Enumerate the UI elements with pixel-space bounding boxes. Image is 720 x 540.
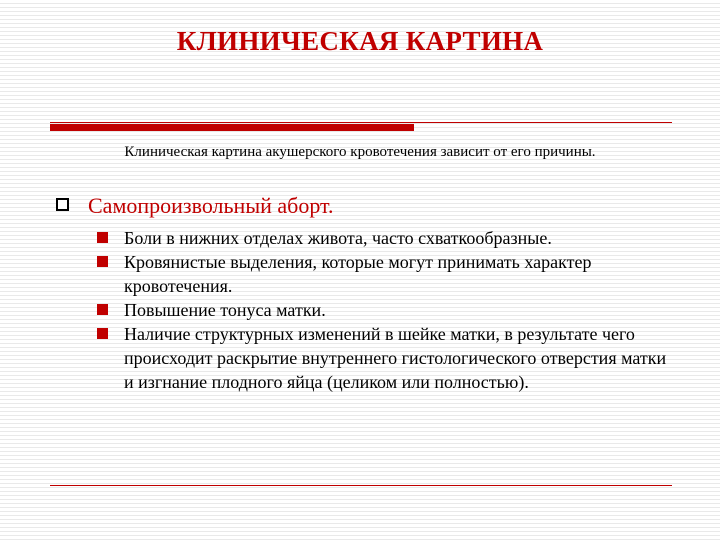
filled-square-bullet-icon (97, 328, 108, 339)
sub-bullet-text: Повышение тонуса матки. (124, 300, 326, 320)
slide-title: КЛИНИЧЕСКАЯ КАРТИНА (176, 26, 544, 56)
filled-square-bullet-icon (97, 304, 108, 315)
sub-bullet-list (97, 226, 677, 394)
title-rule-thick (50, 124, 414, 131)
title-rule-thin (50, 122, 672, 123)
sub-bullet-item (97, 226, 677, 250)
sub-bullet-text: Боли в нижних отделах живота, часто схваткообразные. (124, 228, 552, 248)
slide-subtitle: Клиническая картина акушерского кровотечения зависит от его причины. (124, 144, 596, 160)
filled-square-bullet-icon (97, 232, 108, 243)
sub-bullet-text: Наличие структурных изменений в шейке матки, в результате чего происходит раскрытие внутреннего гистологического отверстия матки и изгнание плодного яйца (целиком или полностью). (124, 324, 667, 392)
hollow-square-bullet-icon (56, 198, 69, 211)
sub-bullet-item (97, 250, 677, 298)
sub-bullet-item (97, 298, 677, 322)
main-bullet-text: Самопроизвольный аборт. (88, 193, 334, 218)
filled-square-bullet-icon (97, 256, 108, 267)
sub-bullet-item (97, 322, 677, 394)
sub-bullet-text: Кровянистые выделения, которые могут принимать характер кровотечения. (124, 252, 592, 296)
bottom-rule (50, 485, 672, 486)
